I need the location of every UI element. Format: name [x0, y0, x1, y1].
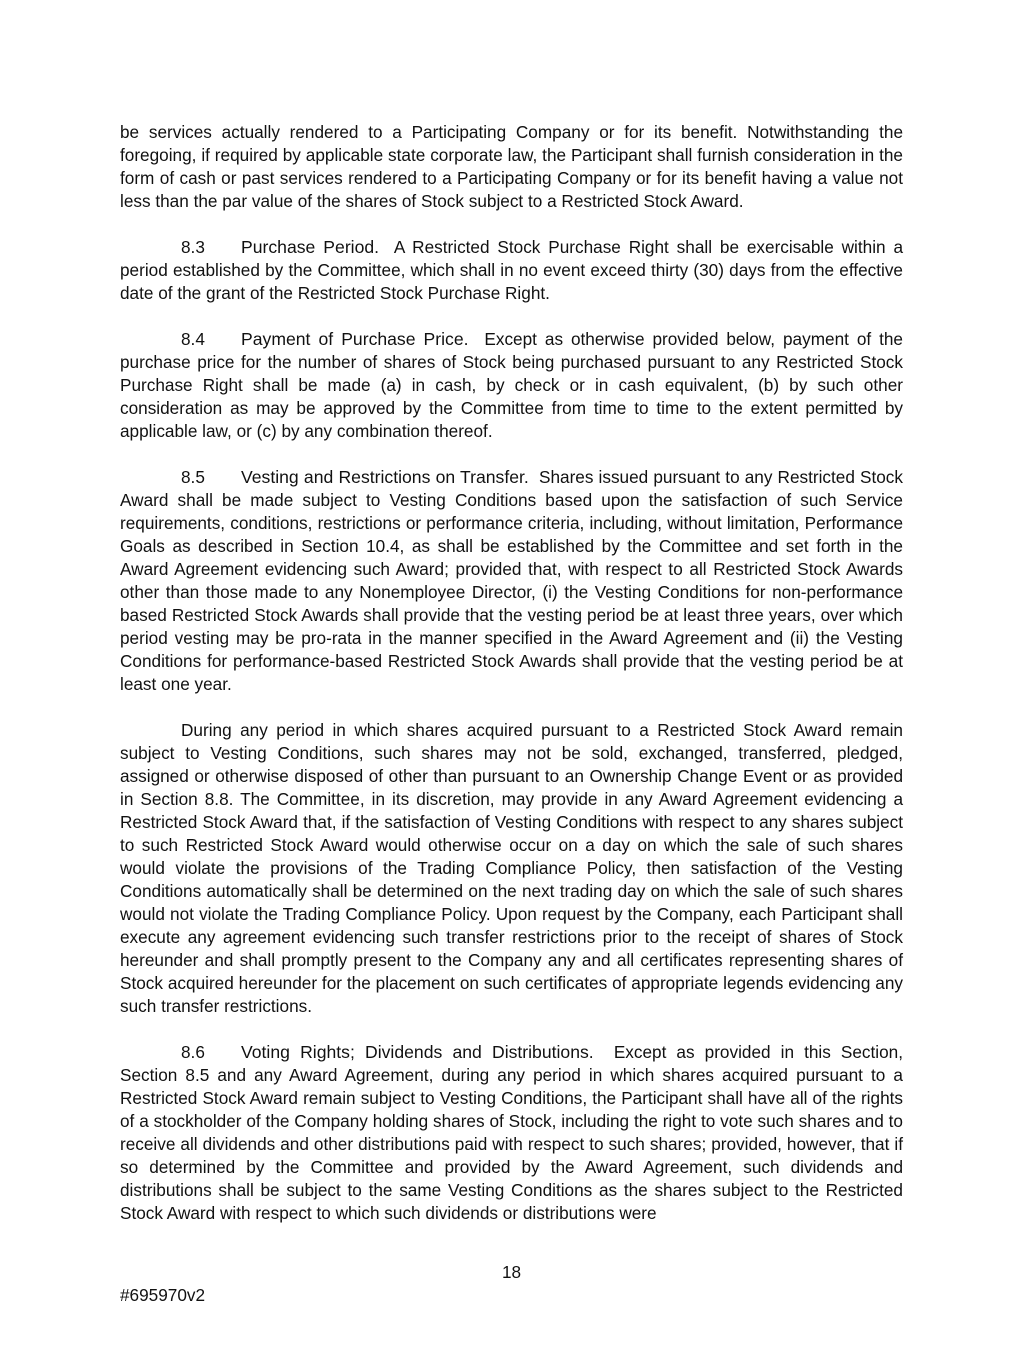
paragraph-continuation: be services actually rendered to a Participating Company or for its benefit. Notwithstanding the foregoing, if required by applicable state corporate law, the Participant shall furnish consideration in the form of cash or past services rendered to a Participating Company or for its benefit having a value not less than the par value of the shares of Stock subject to a Restricted Stock Award. — [120, 122, 903, 211]
section-heading: Vesting and Restrictions on Transfer. — [241, 467, 529, 487]
section-number: 8.3 — [181, 237, 205, 257]
page-number: 18 — [501, 1262, 522, 1282]
section-number: 8.6 — [181, 1042, 205, 1062]
section-8-5-continued: During any period in which shares acquired pursuant to a Restricted Stock Award remain subject to Vesting Conditions, such shares may not be sold, exchanged, transferred, pledged, assigned or otherwise disposed of other than pursuant to an Ownership Change Event or as provided in Section 8.8. The Committee, in its discretion, may provide in any Award Agreement evidencing a Restricted Stock Award that, if the satisfaction of Vesting Conditions with respect to any shares subject to such Restricted Stock Award would otherwise occur on a day on which the sale of such shares would violate the provisions of the Trading Compliance Policy, then satisfaction of the Vesting Conditions automatically shall be determined on the next trading day on which the sale of such shares would not violate the Trading Compliance Policy. Upon request by the Company, each Participant shall execute any agreement evidencing such transfer restrictions prior to the receipt of shares of Stock hereunder and shall promptly present to the Company any and all certificates representing shares of Stock acquired hereunder for the placement on such certificates of appropriate legends evidencing any such transfer restrictions. — [120, 720, 903, 1016]
document-body — [120, 121, 903, 1225]
section-8-6 — [120, 1041, 903, 1225]
section-8-3 — [120, 236, 903, 305]
section-text: Shares issued pursuant to any Restricted Stock Award shall be made subject to Vesting Conditions based upon the satisfaction of such Service requirements, conditions, restrictions or performance criteria, including, without limitation, Performance Goals as described in Section 10.4, as shall be established by the Committee and set forth in the Award Agreement evidencing such Award; provided that, with respect to all Restricted Stock Awards other than those made to any Nonemployee Director, (i) the Vesting Conditions for non-performance based Restricted Stock Awards shall provide that the vesting period be at least three years, over which period vesting may be pro-rata in the manner specified in the Award Agreement and (ii) the Vesting Conditions for performance-based Restricted Stock Awards shall provide that the vesting period be at least one year. — [120, 467, 903, 694]
section-number: 8.4 — [181, 329, 205, 349]
section-8-4 — [120, 328, 903, 443]
section-number: 8.5 — [181, 467, 205, 487]
document-id: #695970v2 — [120, 1285, 206, 1305]
section-text: Except as provided in this Section, Section 8.5 and any Award Agreement, during any period in which shares acquired pursuant to a Restricted Stock Award remain subject to Vesting Conditions, the Participant shall have all of the rights of a stockholder of the Company holding shares of Stock, including the right to vote such shares and to receive all dividends and other distributions paid with respect to such shares; provided, however, that if so determined by the Committee and provided by the Award Agreement, such dividends and distributions shall be subject to the same Vesting Conditions as the shares subject to the Restricted Stock Award with respect to which such dividends or distributions were — [120, 1042, 904, 1223]
section-text: Except as otherwise provided below, payment of the purchase price for the number of shares of Stock being purchased pursuant to any Restricted Stock Purchase Right shall be made (a) in cash, by check or in cash equivalent, (b) by such other consideration as may be approved by the Committee from time to time to the extent permitted by applicable law, or (c) by any combination thereof. — [120, 329, 903, 441]
section-heading: Purchase Period. — [241, 237, 380, 257]
section-8-5 — [120, 466, 903, 696]
section-heading: Payment of Purchase Price. — [241, 329, 469, 349]
section-heading: Voting Rights; Dividends and Distributions. — [241, 1042, 594, 1062]
section-text: A Restricted Stock Purchase Right shall be exercisable within a period established by the Committee, which shall in no event exceed thirty (30) days from the effective date of the grant of the Restricted Stock Purchase Right. — [120, 237, 903, 303]
